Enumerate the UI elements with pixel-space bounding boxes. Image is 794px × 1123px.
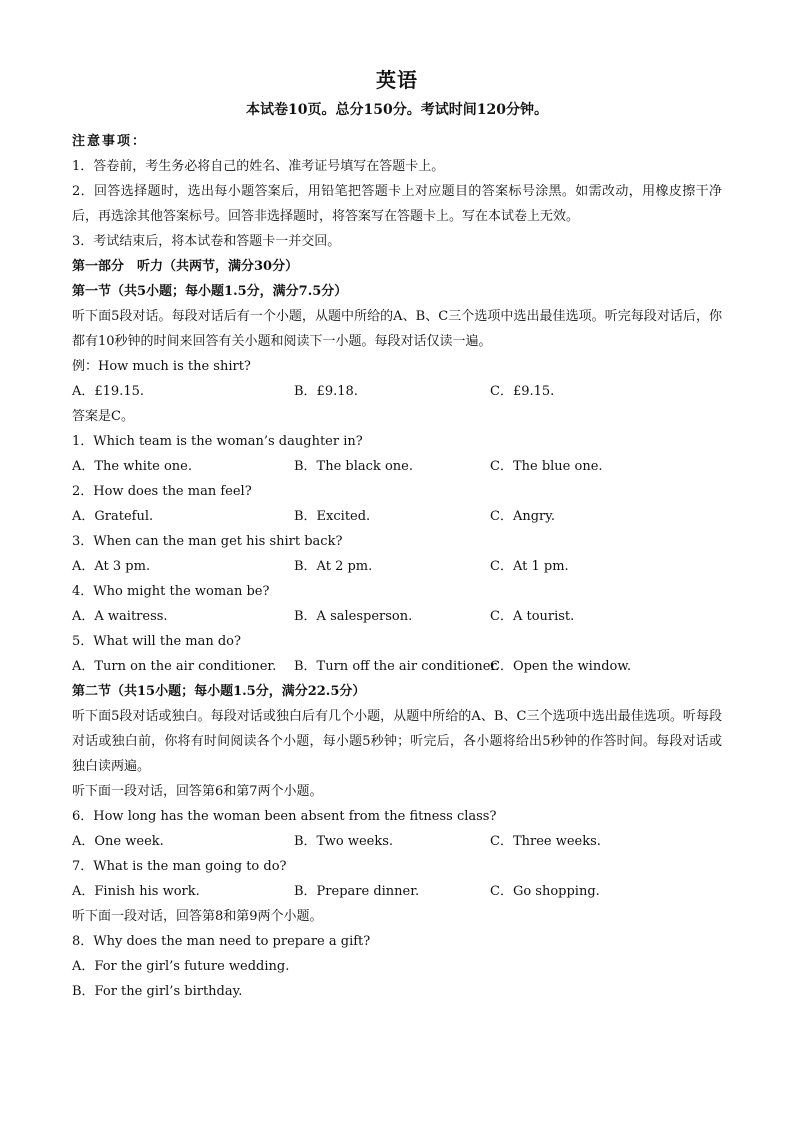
question-options	[72, 554, 722, 579]
question-options	[72, 829, 722, 854]
notice-item: 1．答卷前，考生务必将自己的姓名、准考证号填写在答题卡上。	[72, 159, 445, 174]
example-options	[72, 379, 722, 404]
option-a: A．At 3 pm.	[72, 559, 151, 574]
part-heading: 第一部分 听力（共两节，满分30分）	[72, 259, 299, 274]
option-c: C．Go shopping.	[490, 884, 600, 899]
example-answer: 答案是C。	[72, 409, 134, 424]
option-c: C．Open the window.	[490, 659, 632, 674]
group-instruction: 听下面一段对话，回答第6和第7两个小题。	[72, 784, 323, 799]
option-b: B．Excited.	[294, 509, 371, 524]
notice-item: 2．回答选择题时，选出每小题答案后，用铅笔把答题卡上对应题目的答案标号涂黑。如需改动，用橡皮擦干净后，再选涂其他答案标号。回答非选择题时，将答案写在答题卡上。写在本试卷上无效。	[72, 184, 722, 224]
section-heading: 第二节（共15小题；每小题1.5分，满分22.5分）	[72, 684, 366, 699]
option-a: A．A waitress.	[72, 609, 168, 624]
section-instructions: 听下面5段对话或独白。每段对话或独白后有几个小题，从题中所给的A、B、C三个选项中选出最佳选项。听每段对话或独白前，你将有时间阅读各个小题，每小题5秒钟；听完后，各小题将给出5秒钟的作答时间。每段对话或独白读两遍。	[72, 709, 722, 774]
question-options	[72, 654, 722, 679]
question-options	[72, 454, 722, 479]
option-a: A．£19.15.	[72, 384, 145, 399]
question-text: 4．Who might the woman be?	[72, 584, 270, 599]
option-c: C．Three weeks.	[490, 834, 601, 849]
option-b: B．A salesperson.	[294, 609, 413, 624]
option-b: B．Turn off the air conditioner.	[294, 659, 500, 674]
section-heading: 第一节（共5小题；每小题1.5分，满分7.5分）	[72, 284, 348, 299]
option-c: C．£9.15.	[490, 384, 555, 399]
section-instructions: 听下面5段对话。每段对话后有一个小题，从题中所给的A、B、C三个选项中选出最佳选项。听完每段对话后，你都有10秒钟的时间来回答有关小题和阅读下一小题。每段对话仅读一遍。	[72, 309, 722, 349]
notice-heading: 注意事项：	[72, 134, 148, 149]
question-text: 6．How long has the woman been absent from the fitness class?	[72, 809, 497, 824]
option-c: C．The blue one.	[490, 459, 603, 474]
option-a: A．One week.	[72, 834, 164, 849]
question-text: 5．What will the man do?	[72, 634, 241, 649]
question-text: 2．How does the man feel?	[72, 484, 252, 499]
question-options	[72, 604, 722, 629]
option-b: B．For the girl’s birthday.	[72, 984, 243, 999]
exam-page	[72, 62, 722, 1004]
option-c: C．At 1 pm.	[490, 559, 569, 574]
question-text: 1．Which team is the woman’s daughter in?	[72, 434, 363, 449]
option-a: A．The white one.	[72, 459, 192, 474]
question-text: 7．What is the man going to do?	[72, 859, 287, 874]
option-b: B．The black one.	[294, 459, 413, 474]
group-instruction: 听下面一段对话，回答第8和第9两个小题。	[72, 909, 323, 924]
option-b: B．Prepare dinner.	[294, 884, 420, 899]
question-text: 3．When can the man get his shirt back?	[72, 534, 343, 549]
notice-item: 3．考试结束后，将本试卷和答题卡一并交回。	[72, 234, 341, 249]
option-b: B．£9.18.	[294, 384, 358, 399]
option-a: A．For the girl’s future wedding.	[72, 959, 290, 974]
option-c: C．Angry.	[490, 509, 555, 524]
option-a: A．Grateful.	[72, 509, 154, 524]
page-title: 英语	[376, 68, 418, 92]
option-c: C．A tourist.	[490, 609, 575, 624]
option-b: B．Two weeks.	[294, 834, 394, 849]
question-options	[72, 504, 722, 529]
question-options	[72, 879, 722, 904]
example-question: 例：How much is the shirt?	[72, 359, 251, 374]
option-a: A．Turn on the air conditioner.	[72, 659, 277, 674]
question-text: 8．Why does the man need to prepare a gift?	[72, 934, 371, 949]
exam-info: 本试卷10页。总分150分。考试时间120分钟。	[246, 102, 548, 118]
option-b: B．At 2 pm.	[294, 559, 373, 574]
option-a: A．Finish his work.	[72, 884, 200, 899]
